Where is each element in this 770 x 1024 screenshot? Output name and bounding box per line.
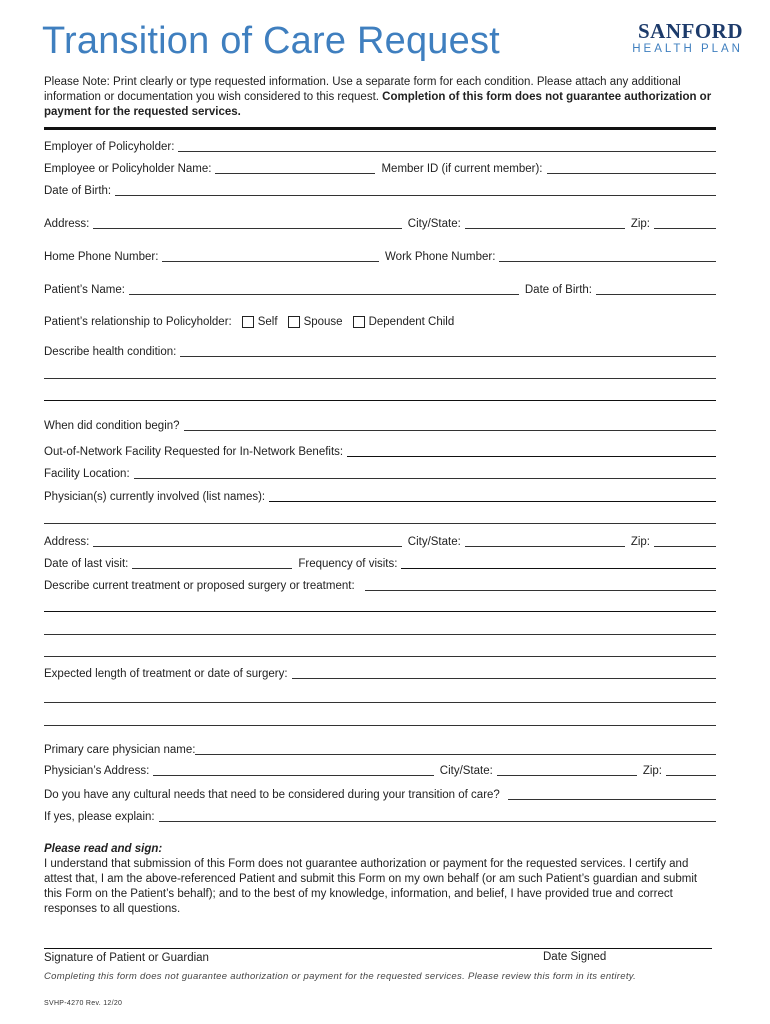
facility-location-field[interactable] [134, 467, 716, 479]
expected-length-line-3[interactable] [44, 725, 716, 726]
employer-label: Employer of Policyholder: [44, 141, 175, 153]
explain-row [44, 808, 716, 824]
employer-field[interactable] [178, 140, 716, 152]
patient-dob-label: Date of Birth: [524, 284, 592, 296]
employer-row [44, 138, 716, 154]
phone-row [44, 248, 716, 264]
health-condition-label: Describe health condition: [44, 346, 177, 358]
dob-field[interactable] [115, 184, 716, 196]
pcp-city-state-field[interactable] [497, 764, 637, 776]
explain-label: If yes, please explain: [44, 811, 155, 823]
pcp-name-field[interactable] [195, 743, 716, 755]
last-visit-field[interactable] [132, 557, 292, 569]
sign-heading: Please read and sign: [44, 843, 163, 855]
expected-length-line-2[interactable] [44, 702, 716, 703]
intro-note [44, 75, 716, 120]
employee-name-label: Employee or Policyholder Name: [44, 163, 212, 175]
section-divider [44, 127, 716, 130]
signature-line[interactable] [44, 948, 712, 949]
physicians-label: Physician(s) currently involved (list names): [44, 491, 266, 503]
self-option-label: Self [257, 316, 278, 328]
logo-subtitle: HEALTH PLAN [632, 43, 743, 55]
attestation-text: I understand that submission of this Form does not guarantee authorization or payment for the requested services. I certify and attest that, I am the above-referenced Patient and submit this Form on my own behalf (or am such Patient’s guardian and submit this Form on the Patient’s behalf); and to the best of my knowledge, information, and belief, I have provided true and correct responses to all questions. [44, 858, 698, 915]
treatment-line-4[interactable] [44, 656, 716, 657]
dob-row [44, 182, 716, 198]
facility-location-row [44, 465, 716, 481]
treatment-label: Describe current treatment or proposed surgery or treatment: [44, 580, 355, 592]
last-visit-label: Date of last visit: [44, 558, 129, 570]
treatment-line-3[interactable] [44, 634, 716, 635]
dependent-child-checkbox[interactable] [353, 316, 365, 328]
physician-address-row [44, 533, 716, 549]
employee-row [44, 160, 716, 176]
relationship-row [44, 313, 716, 329]
spouse-checkbox[interactable] [288, 316, 300, 328]
work-phone-label: Work Phone Number: [385, 251, 496, 263]
zip-label: Zip: [630, 218, 650, 230]
visit-row [44, 555, 716, 571]
pcp-zip-label: Zip: [642, 765, 662, 777]
facility-requested-field[interactable] [347, 445, 716, 457]
employee-name-field[interactable] [215, 162, 375, 174]
patient-row [44, 281, 716, 297]
health-condition-row [44, 343, 716, 359]
form-title: Transition of Care Request [42, 20, 500, 62]
intro-bold-warning: Completion of this form does not guarantee authorization or payment for the requested services. [44, 91, 712, 118]
member-id-field[interactable] [547, 162, 717, 174]
sanford-logo [613, 20, 743, 56]
frequency-label: Frequency of visits: [298, 558, 398, 570]
health-condition-line-3[interactable] [44, 400, 716, 401]
health-condition-line-2[interactable] [44, 378, 716, 379]
explain-field[interactable] [159, 810, 716, 822]
expected-length-label: Expected length of treatment or date of surgery: [44, 668, 288, 680]
condition-begin-row [44, 417, 716, 433]
physician-city-state-field[interactable] [465, 535, 625, 547]
address-label: Address: [44, 218, 90, 230]
zip-field[interactable] [654, 217, 716, 229]
physicians-row [44, 488, 716, 504]
city-state-field[interactable] [465, 217, 625, 229]
date-signed-label: Date Signed [543, 951, 607, 963]
expected-length-row [44, 665, 716, 681]
dob-label: Date of Birth: [44, 185, 112, 197]
pcp-city-state-label: City/State: [439, 765, 493, 777]
pcp-address-label: Physician’s Address: [44, 765, 150, 777]
treatment-row [44, 577, 716, 593]
home-phone-field[interactable] [162, 250, 379, 262]
city-state-label: City/State: [407, 218, 461, 230]
cultural-needs-field[interactable] [508, 788, 716, 800]
cultural-needs-row [44, 786, 716, 802]
physician-zip-field[interactable] [654, 535, 716, 547]
treatment-line-2[interactable] [44, 611, 716, 612]
address-row [44, 215, 716, 231]
spouse-option-label: Spouse [303, 316, 343, 328]
frequency-field[interactable] [401, 557, 716, 569]
patient-name-field[interactable] [129, 283, 519, 295]
intro-text: Please Note: Print clearly or type requested information. Use a separate form for each condition. Please attach any additional information or documentation you wish considered to this request. [44, 76, 681, 103]
dependent-child-option-label: Dependent Child [368, 316, 455, 328]
health-condition-field[interactable] [180, 345, 716, 357]
facility-location-label: Facility Location: [44, 468, 130, 480]
pcp-name-row [44, 741, 716, 757]
cultural-needs-label: Do you have any cultural needs that need to be considered during your transition of care? [44, 789, 500, 801]
physician-zip-label: Zip: [630, 536, 650, 548]
patient-name-label: Patient’s Name: [44, 284, 125, 296]
condition-begin-label: When did condition begin? [44, 420, 180, 432]
physician-address-field[interactable] [93, 535, 401, 547]
work-phone-field[interactable] [499, 250, 716, 262]
form-id: SVHP-4270 Rev. 12/20 [44, 1000, 123, 1007]
signature-label: Signature of Patient or Guardian [44, 952, 209, 964]
footer-note: Completing this form does not guarantee authorization or payment for the requested services. Please review this form in its entirety. [44, 971, 637, 982]
patient-dob-field[interactable] [596, 283, 716, 295]
logo-wordmark: SANFORD [637, 19, 743, 43]
pcp-address-row [44, 762, 716, 778]
physicians-field[interactable] [269, 490, 716, 502]
address-field[interactable] [93, 217, 401, 229]
facility-requested-row [44, 443, 716, 459]
pcp-name-label: Primary care physician name: [44, 744, 196, 756]
self-checkbox[interactable] [242, 316, 254, 328]
pcp-zip-field[interactable] [666, 764, 716, 776]
relationship-label: Patient’s relationship to Policyholder: [44, 316, 232, 328]
home-phone-label: Home Phone Number: [44, 251, 159, 263]
member-id-label: Member ID (if current member): [381, 163, 543, 175]
treatment-field[interactable] [365, 579, 716, 591]
physicians-line-2[interactable] [44, 523, 716, 524]
physician-city-state-label: City/State: [407, 536, 461, 548]
facility-requested-label: Out-of-Network Facility Requested for In-Network Benefits: [44, 446, 344, 458]
expected-length-field[interactable] [292, 667, 716, 679]
pcp-address-field[interactable] [153, 764, 434, 776]
condition-begin-field[interactable] [184, 419, 716, 431]
physician-address-label: Address: [44, 536, 90, 548]
